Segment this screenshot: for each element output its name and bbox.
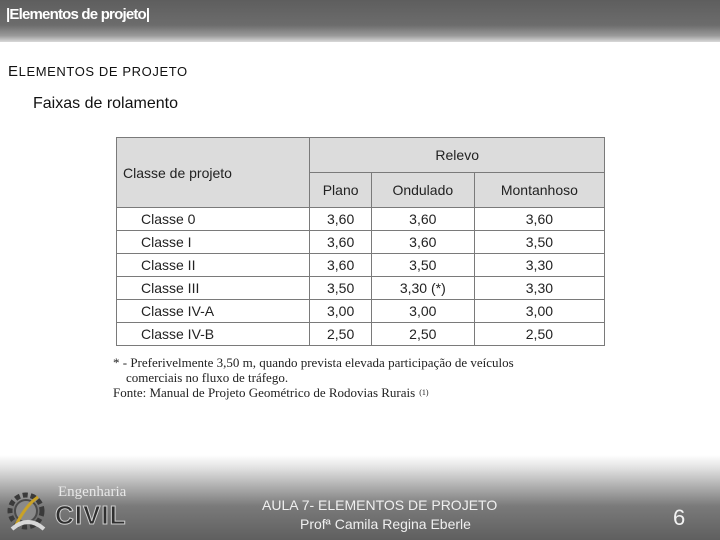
cell-plano: 3,60	[310, 231, 371, 254]
table-footnote	[113, 355, 514, 400]
row-class: Classe IV-B	[117, 323, 310, 346]
header-classe-de-projeto: Classe de projeto	[117, 138, 310, 208]
table-row	[117, 208, 605, 231]
footnote-source	[113, 385, 514, 400]
gear-icon	[10, 495, 44, 529]
cell-montanhoso: 2,50	[474, 323, 604, 346]
row-class: Classe 0	[117, 208, 310, 231]
section-title-initial: E	[8, 63, 19, 80]
row-class: Classe II	[117, 254, 310, 277]
cell-ondulado: 3,00	[371, 300, 474, 323]
row-class: Classe IV-A	[117, 300, 310, 323]
header-montanhoso: Montanhoso	[474, 173, 604, 208]
cell-plano: 3,60	[310, 254, 371, 277]
row-class: Classe III	[117, 277, 310, 300]
table-row	[117, 300, 605, 323]
lane-width-table	[116, 137, 605, 345]
cell-montanhoso: 3,30	[474, 254, 604, 277]
cell-montanhoso: 3,00	[474, 300, 604, 323]
footnote-line: * - Preferivelmente 3,50 m, quando prevista elevada participação de veículos	[113, 355, 514, 370]
cell-ondulado: 3,60	[371, 208, 474, 231]
footnote-source-text: Fonte: Manual de Projeto Geométrico de Rodovias Rurais	[113, 385, 416, 400]
section-title	[8, 63, 188, 80]
cell-montanhoso: 3,50	[474, 231, 604, 254]
logo-script-text: Engenharia	[58, 484, 127, 500]
table-row	[117, 254, 605, 277]
footnote-superscript: (1)	[419, 388, 429, 397]
table-row	[117, 277, 605, 300]
section-title-rest: LEMENTOS DE PROJETO	[18, 64, 188, 79]
cell-montanhoso: 3,30	[474, 277, 604, 300]
cell-ondulado: 3,30 (*)	[371, 277, 474, 300]
slide-header-title: |Elementos de projeto|	[6, 6, 150, 23]
logo-civil-text: CIVIL	[55, 500, 127, 530]
cell-montanhoso: 3,60	[474, 208, 604, 231]
cell-plano: 2,50	[310, 323, 371, 346]
table-row	[117, 323, 605, 346]
top-bar	[0, 0, 720, 42]
cell-ondulado: 3,60	[371, 231, 474, 254]
footer-course-title: AULA 7- ELEMENTOS DE PROJETO	[262, 497, 498, 513]
footer-professor: Profª Camila Regina Eberle	[300, 516, 471, 532]
cell-plano: 3,50	[310, 277, 371, 300]
header-ondulado: Ondulado	[371, 173, 474, 208]
table	[116, 137, 605, 346]
table-row	[117, 231, 605, 254]
cell-plano: 3,60	[310, 208, 371, 231]
cell-ondulado: 3,50	[371, 254, 474, 277]
page-number: 6	[673, 505, 686, 530]
footnote-line: comerciais no fluxo de tráfego.	[126, 370, 289, 385]
slide-subtitle: Faixas de rolamento	[33, 95, 178, 112]
cell-plano: 3,00	[310, 300, 371, 323]
cell-ondulado: 2,50	[371, 323, 474, 346]
row-class: Classe I	[117, 231, 310, 254]
header-plano: Plano	[310, 173, 371, 208]
header-relevo: Relevo	[310, 138, 605, 173]
